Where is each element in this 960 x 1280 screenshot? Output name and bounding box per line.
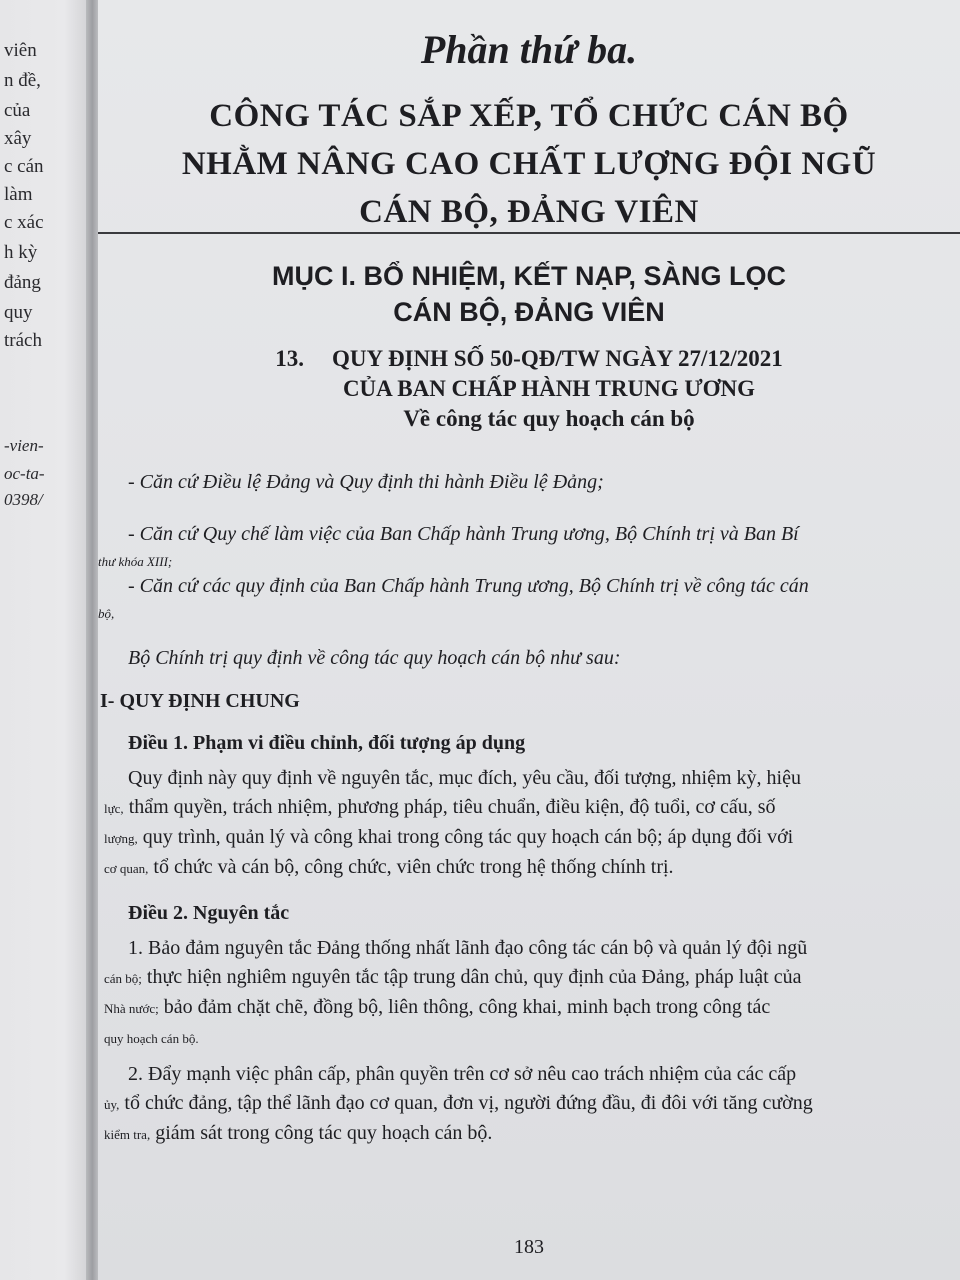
preamble-text: - Căn cứ các quy định của Ban Chấp hành Trung ương, Bộ Chính trị về công tác cán bbox=[128, 575, 809, 597]
regulation-line: CỦA BAN CHẤP HÀNH TRUNG ƯƠNG bbox=[342, 376, 756, 401]
article-2-heading: Điều 2. Nguyên tắc bbox=[128, 902, 290, 924]
line-lead: cán bộ; bbox=[104, 971, 142, 986]
section-line: CÁN BỘ, ĐẢNG VIÊN bbox=[393, 297, 665, 327]
facing-page-line: c cán bbox=[4, 156, 44, 177]
facing-page-line: oc-ta- bbox=[4, 464, 45, 483]
facing-page-line: trách bbox=[4, 330, 42, 351]
preamble-text: - Căn cứ Điều lệ Đảng và Quy định thi hành Điều lệ Đảng; bbox=[128, 471, 604, 493]
preamble-text: - Căn cứ Quy chế làm việc của Ban Chấp hành Trung ương, Bộ Chính trị và Ban Bí bbox=[128, 523, 799, 545]
intro-line: Bộ Chính trị quy định về công tác quy hoạch cán bộ như sau: bbox=[128, 647, 621, 669]
body-line: Quy định này quy định về nguyên tắc, mục đích, yêu cầu, đối tượng, nhiệm kỳ, hiệu bbox=[128, 767, 801, 789]
line-lead: ủy, bbox=[104, 1097, 120, 1112]
chapter-heading: I- QUY ĐỊNH CHUNG bbox=[100, 690, 300, 712]
preamble-item bbox=[98, 520, 908, 576]
chapter-title bbox=[118, 92, 940, 236]
facing-page-line: h kỳ bbox=[4, 242, 38, 263]
facing-page-line: đảng bbox=[4, 272, 41, 293]
title-line: CÁN BỘ, ĐẢNG VIÊN bbox=[359, 194, 699, 230]
article-2-item bbox=[104, 1060, 914, 1149]
regulation-number: 13. bbox=[275, 346, 304, 371]
facing-page-line: quy bbox=[4, 302, 33, 323]
body-line: thực hiện nghiêm nguyên tắc tập trung dân chủ, quy định của Đảng, pháp luật của bbox=[141, 966, 802, 988]
facing-page-line: của bbox=[4, 100, 31, 121]
line-lead: Nhà nước; bbox=[104, 1001, 159, 1016]
page-number: 183 bbox=[514, 1236, 544, 1258]
title-line: NHẰM NÂNG CAO CHẤT LƯỢNG ĐỘI NGŨ bbox=[181, 146, 877, 182]
body-line: quy trình, quản lý và công khai trong công tác quy hoạch cán bộ; áp dụng đối với bbox=[137, 826, 794, 848]
body-line: giám sát trong công tác quy hoạch cán bộ. bbox=[150, 1122, 493, 1144]
preamble-continuation: thư khóa XIII; bbox=[98, 554, 173, 569]
facing-page-line: xây bbox=[4, 128, 32, 149]
regulation-subtitle: Về công tác quy hoạch cán bộ bbox=[403, 406, 695, 431]
line-lead: lực, bbox=[104, 801, 124, 816]
line-lead: lượng, bbox=[104, 831, 138, 846]
book-page bbox=[98, 0, 960, 1280]
facing-page-line: viên bbox=[4, 40, 37, 61]
section-line: MỤC I. BỔ NHIỆM, KẾT NẠP, SÀNG LỌC bbox=[271, 261, 787, 291]
part-heading: Phần thứ ba. bbox=[420, 27, 638, 72]
article-1-heading: Điều 1. Phạm vi điều chỉnh, đối tượng áp dụng bbox=[128, 732, 526, 754]
body-line: tổ chức đảng, tập thể lãnh đạo cơ quan, đơn vị, người đứng đầu, đi đôi với tăng cường bbox=[119, 1092, 813, 1114]
facing-page-line: -vien- bbox=[4, 436, 44, 455]
article-1-body bbox=[104, 764, 914, 883]
facing-page-line: c xác bbox=[4, 212, 44, 233]
line-lead: quy hoạch cán bộ. bbox=[104, 1031, 199, 1046]
facing-page-line: n đề, bbox=[4, 70, 41, 91]
body-line: tổ chức và cán bộ, công chức, viên chức trong hệ thống chính trị. bbox=[148, 856, 674, 878]
title-divider bbox=[98, 232, 960, 234]
body-line: thẩm quyền, trách nhiệm, phương pháp, tiêu chuẩn, điều kiện, độ tuổi, cơ cấu, số bbox=[123, 796, 776, 818]
regulation-line: QUY ĐỊNH SỐ 50-QĐ/TW NGÀY 27/12/2021 bbox=[331, 346, 783, 371]
section-heading bbox=[98, 258, 960, 330]
preamble-item bbox=[98, 572, 908, 628]
article-2-item bbox=[104, 934, 914, 1053]
line-lead: kiểm tra, bbox=[104, 1127, 151, 1142]
body-line: 1. Bảo đảm nguyên tắc Đảng thống nhất lãnh đạo công tác cán bộ và quản lý đội ngũ bbox=[128, 937, 808, 959]
regulation-heading bbox=[98, 344, 960, 434]
facing-page-fragment bbox=[0, 0, 92, 1280]
line-lead: cơ quan, bbox=[104, 861, 149, 876]
title-line: CÔNG TÁC SẮP XẾP, TỔ CHỨC CÁN BỘ bbox=[209, 98, 849, 134]
facing-page-line: 0398/ bbox=[4, 490, 43, 509]
body-line: bảo đảm chặt chẽ, đồng bộ, liên thông, công khai, minh bạch trong công tác bbox=[158, 996, 771, 1018]
facing-page-line: làm bbox=[4, 184, 33, 205]
preamble-continuation: bộ, bbox=[98, 606, 115, 621]
body-line: 2. Đẩy mạnh việc phân cấp, phân quyền trên cơ sở nêu cao trách nhiệm của các cấp bbox=[128, 1063, 797, 1085]
preamble-item bbox=[128, 468, 908, 497]
